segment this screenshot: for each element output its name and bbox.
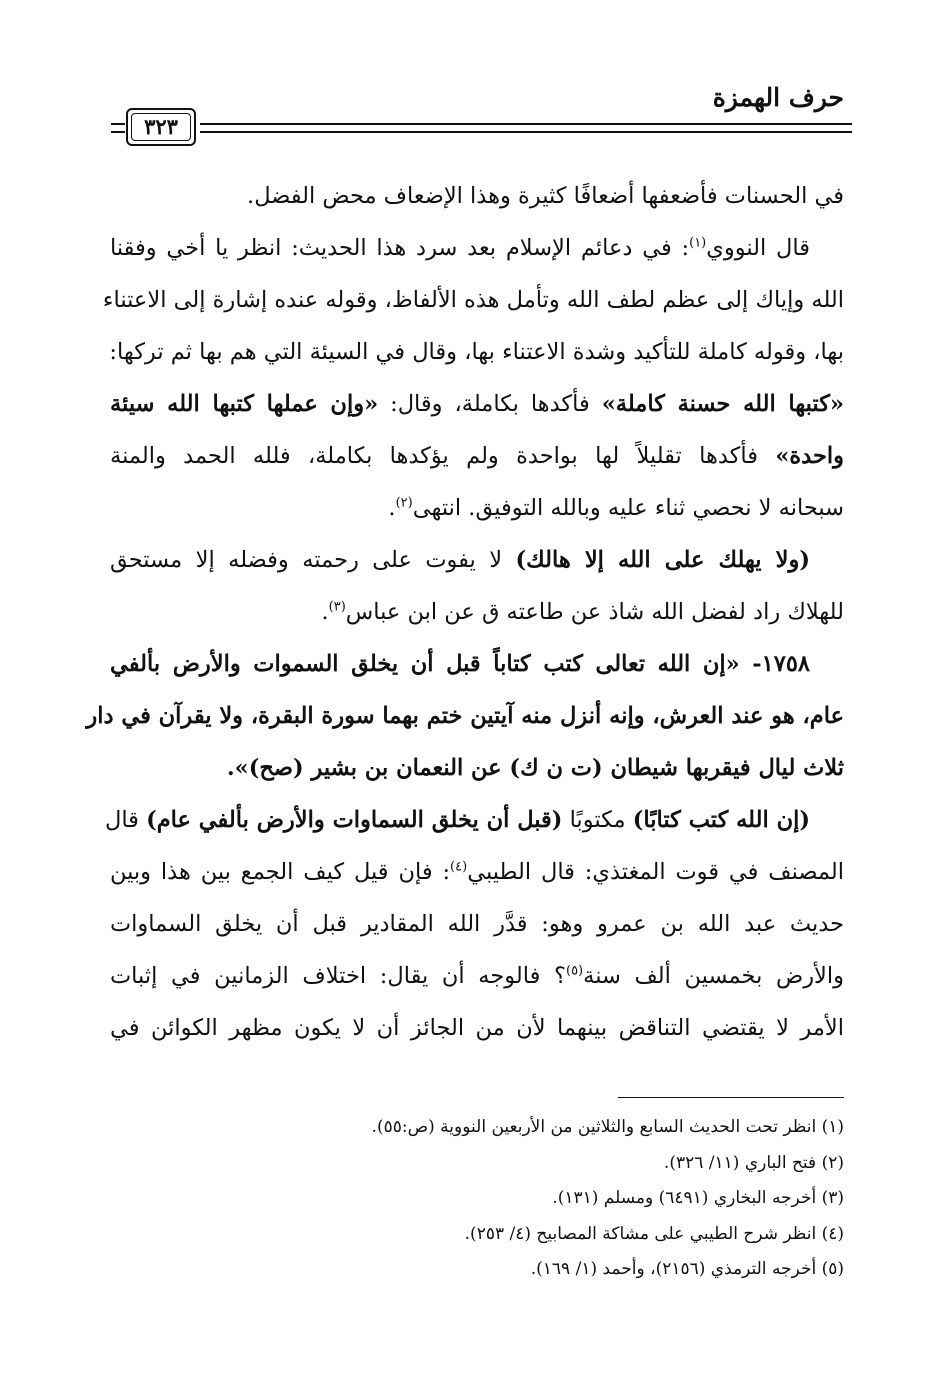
text-span: المصنف في قوت المغتذي: قال الطيبي: [467, 859, 844, 885]
text-span: الله وإياك إلى عظم لطف الله وتأمل هذه الألفاظ، وقوله عنده إشارة إلى الاعتناء: [102, 287, 844, 313]
footnotes: [110, 1110, 844, 1288]
text-line: [110, 950, 844, 1002]
text-line: [110, 222, 844, 274]
quote-bold: «كتبها الله حسنة كاملة»: [601, 391, 844, 417]
text-line: [110, 846, 844, 898]
footnote: (٢) فتح الباري (١١/ ٣٢٦).: [663, 1152, 844, 1173]
text-span: للهلاك راد لفضل الله شاذ عن طاعته ق عن ابن عباس: [345, 599, 844, 625]
page-number-frame: [126, 108, 196, 146]
text-span: قال النووي: [706, 235, 810, 261]
hadith-text: ١٧٥٨- «إن الله تعالى كتب كتاباً قبل أن يخلق السموات والأرض بألفي: [110, 651, 810, 677]
hadith-text: ثلاث ليال فيقربها شيطان (ت ن ك) عن النعمان بن بشير (صح)».: [226, 755, 844, 781]
hadith-line: [86, 690, 844, 742]
header-double-rule: [200, 123, 852, 133]
text-span: في الحسنات فأضعفها أضعافًا كثيرة وهذا الإضعاف محض الفضل.: [247, 183, 844, 209]
text-span: قال: [104, 807, 147, 833]
footnote-marker: (١): [689, 235, 707, 251]
text-span: والأرض بخمسين ألف سنة: [583, 963, 845, 989]
text-line: [110, 898, 844, 950]
footnote-marker: (٥): [565, 963, 584, 979]
hadith-line: [110, 638, 844, 690]
text-line: [102, 274, 844, 326]
text-span: فأكدها بكاملة، وقال:: [378, 391, 602, 417]
footnote-marker: (٤): [450, 859, 468, 875]
hadith-phrase-bold: (ولا يهلك على الله إلا هالك): [515, 547, 810, 573]
text-span: .: [321, 599, 329, 625]
text-span: بها، وقوله كاملة للتأكيد وشدة الاعتناء بها، وقال في السيئة التي هم بها ثم تركها:: [109, 339, 844, 365]
footnote: (٣) أخرجه البخاري (٦٤٩١) ومسلم (١٣١).: [552, 1188, 844, 1208]
quote-bold: «وإن عملها كتبها الله سيئة: [110, 391, 379, 417]
footnote: (١) انظر تحت الحديث السابع والثلاثين من الأربعين النووية (ص:٥٥).: [371, 1117, 844, 1137]
text-line: [110, 326, 844, 378]
text-span: : فإن قيل كيف الجمع بين هذا وبين: [110, 859, 451, 885]
text-span: ؟ فالوجه أن يقال: اختلاف الزمانين في إثبات: [110, 963, 566, 989]
text-line: [110, 430, 844, 482]
header-double-rule-end: [111, 123, 125, 133]
text-line: [110, 170, 844, 222]
footnote-marker: (٣): [328, 599, 346, 615]
footnote-separator: [618, 1097, 844, 1098]
hadith-phrase-bold: (إن الله كتب كتابًا): [632, 807, 810, 833]
text-line: [110, 378, 844, 430]
text-span: لا يفوت على رحمته وفضله إلا مستحق: [110, 547, 516, 573]
footnote: (٥) أخرجه الترمذي (٢١٥٦)، وأحمد (١/ ١٦٩).: [530, 1259, 844, 1279]
text-span: : في دعائم الإسلام بعد سرد هذا الحديث: انظر يا أخي وفقنا: [110, 235, 690, 261]
text-span: .: [388, 495, 396, 521]
hadith-text: عام، هو عند العرش، وإنه أنزل منه آيتين ختم بهما سورة البقرة، ولا يقرآن في دار: [86, 703, 844, 729]
text-line: [110, 586, 844, 638]
hadith-phrase-bold: (قبل أن يخلق السماوات والأرض بألفي عام): [146, 807, 563, 833]
page-number: ٣٢٣: [131, 113, 191, 141]
main-text: [86, 170, 845, 1054]
text-line: [110, 534, 844, 586]
text-line: [104, 794, 844, 846]
text-span: الأمر لا يقتضي التناقض بينهما لأن من الجائز أن لا يكون مظهر الكوائن في: [110, 1015, 844, 1041]
text-span: حديث عبد الله بن عمرو وهو: قدَّر الله المقادير قبل أن يخلق السماوات: [110, 911, 844, 937]
text-span: مكتوبًا: [562, 807, 633, 833]
footnote: (٤) انظر شرح الطيبي على مشاكة المصابيح (٤/ ٢٥٣).: [464, 1223, 844, 1244]
footnote-marker: (٢): [395, 495, 413, 511]
text-line: [110, 482, 844, 534]
hadith-line: [110, 742, 844, 794]
chapter-title: حرف الهمزة: [712, 83, 844, 112]
text-line: [110, 1002, 844, 1054]
text-span: سبحانه لا نحصي ثناء عليه وبالله التوفيق. انتهى: [412, 495, 844, 521]
text-span: فأكدها تقليلاً لها بواحدة ولم يؤكدها بكاملة، فلله الحمد والمنة: [110, 443, 776, 469]
quote-bold: واحدة»: [775, 443, 844, 469]
